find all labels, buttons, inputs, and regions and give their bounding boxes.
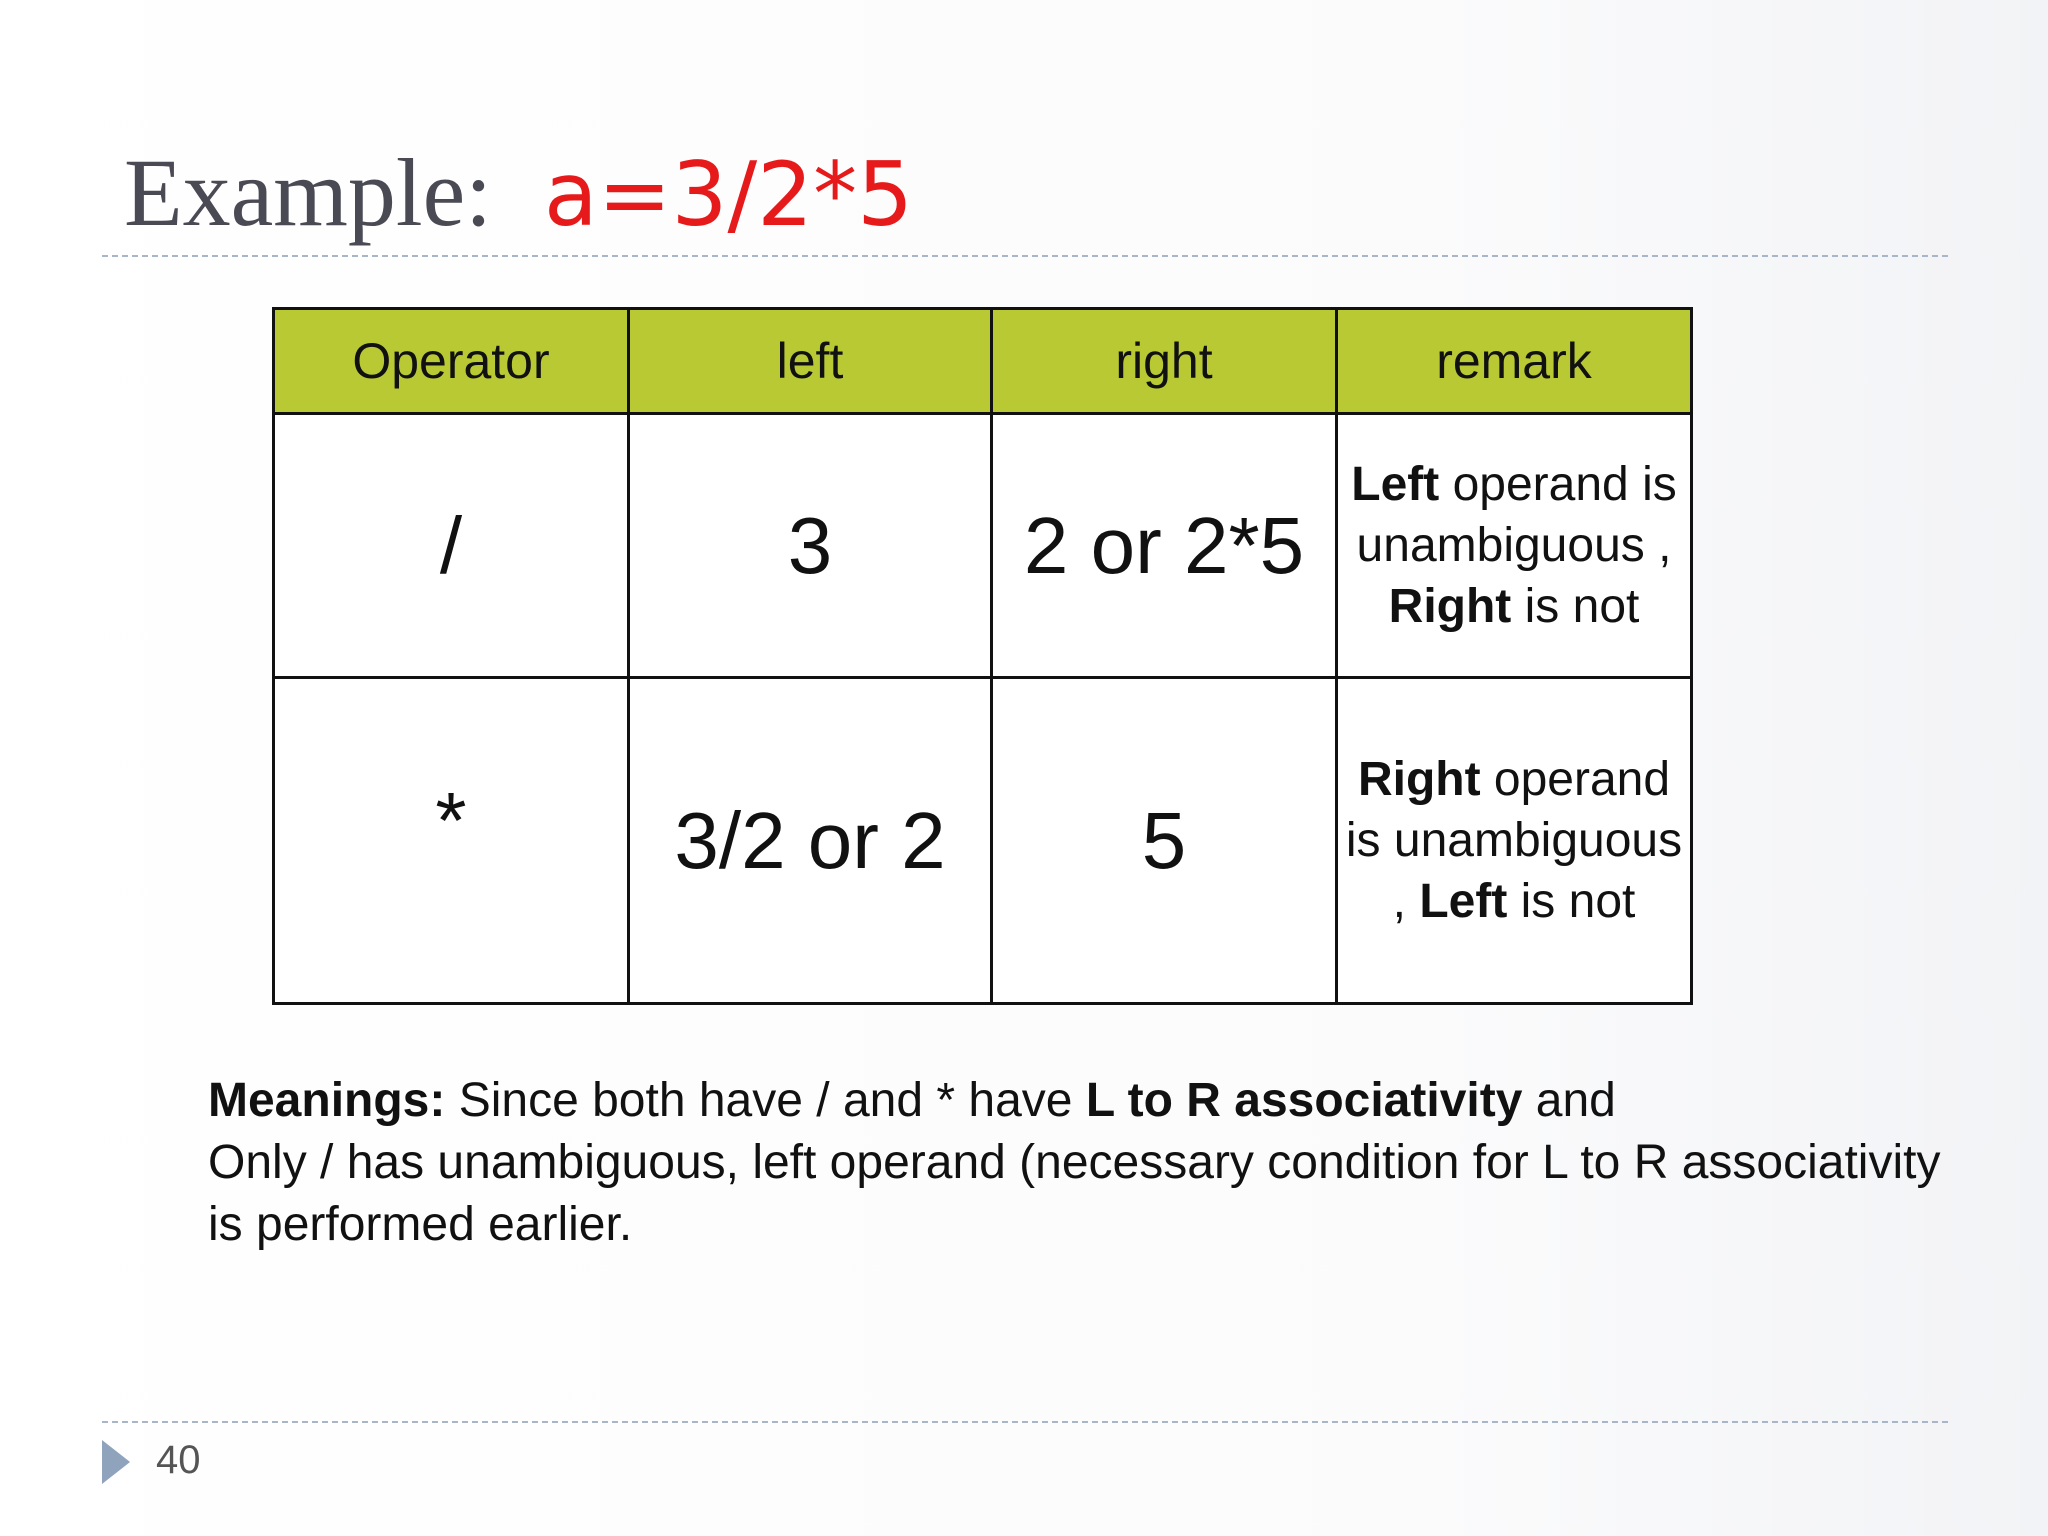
operator-table — [272, 307, 1693, 1005]
cell-right: 5 — [992, 678, 1337, 1004]
header-left: left — [629, 309, 992, 414]
remark-text: operand is unambiguous , — [1345, 753, 1683, 928]
cell-left: 3/2 or 2 — [629, 678, 992, 1004]
cell-remark — [1337, 414, 1692, 678]
remark-text-end: is not — [1507, 875, 1636, 928]
meanings-text-end: and — [1522, 1074, 1616, 1127]
remark-bold-right: Right — [1388, 580, 1512, 633]
title-expression: a=3/2*5 — [543, 143, 914, 246]
bottom-divider — [102, 1421, 1948, 1423]
cell-operator: / — [274, 414, 629, 678]
header-operator: Operator — [274, 309, 629, 414]
meanings-text: Since both have / and * have — [445, 1074, 1086, 1127]
top-divider — [102, 255, 1948, 257]
meanings-line-1 — [208, 1070, 2048, 1132]
cell-left: 3 — [629, 414, 992, 678]
table-row — [274, 414, 1692, 678]
slide-title — [124, 138, 913, 248]
table-row — [274, 678, 1692, 1004]
remark-bold-right: Right — [1357, 753, 1481, 806]
remark-text: operand is unambiguous , — [1356, 458, 1677, 572]
meanings-line-3: is performed earlier. — [208, 1198, 633, 1251]
cell-operator: * — [274, 678, 629, 1004]
cell-right: 2 or 2*5 — [992, 414, 1337, 678]
meanings-line-2: Only / has unambiguous, left operand (necessary condition for L to R associativity — [208, 1136, 1941, 1189]
title-word: Example: — [124, 139, 492, 246]
table-header-row — [274, 309, 1692, 414]
cell-remark — [1337, 678, 1692, 1004]
header-right: right — [992, 309, 1337, 414]
meanings-label: Meanings: — [208, 1074, 446, 1127]
meanings-bold: L to R associativity — [1085, 1074, 1523, 1127]
header-remark: remark — [1337, 309, 1692, 414]
remark-bold-left: Left — [1419, 875, 1508, 928]
meanings-paragraph — [208, 1070, 2048, 1256]
page-number: 40 — [156, 1438, 201, 1482]
remark-text-end: is not — [1511, 580, 1640, 633]
remark-bold-left: Left — [1351, 458, 1440, 511]
triangle-right-icon — [102, 1440, 130, 1484]
